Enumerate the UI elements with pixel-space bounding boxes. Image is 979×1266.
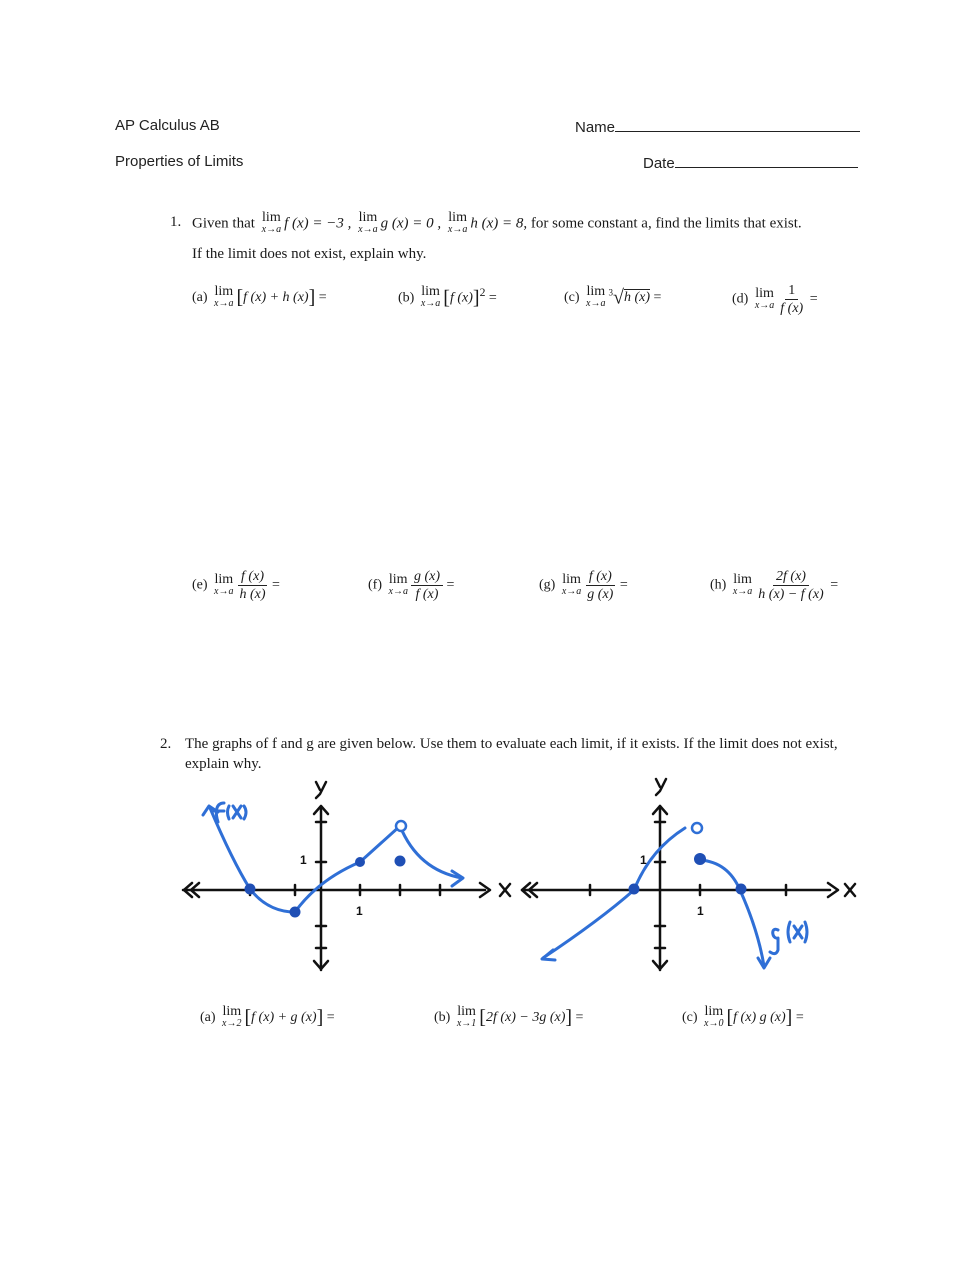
- f-curve-left: [210, 808, 295, 912]
- q1-part-b: (b) lim x→a [f (x)]$^2$ =: [398, 284, 497, 310]
- g-curve-right: [700, 860, 764, 966]
- q2-number: 2.: [160, 736, 172, 752]
- lim-g: lim x→a: [358, 210, 378, 235]
- q1-given: Given that: [192, 215, 255, 232]
- cond-f: f (x) = −3 ,: [284, 215, 352, 232]
- q1-text-after: , for some constant a, find the limits that exist.: [523, 215, 802, 232]
- course-title: AP Calculus AB: [115, 117, 220, 134]
- f-tick-one-x: 1: [356, 904, 363, 918]
- f-x-label: [500, 884, 510, 896]
- q1-part-a: (a) lim x→a [f (x) + h (x)] =: [192, 284, 327, 309]
- q1-part-c: (c) lim x→a $^3$√h (x) =: [564, 284, 662, 309]
- f-point-neg-x-intercept: [245, 884, 256, 895]
- g-point-right-intercept: [736, 884, 747, 895]
- g-tick-one-x: 1: [697, 904, 704, 918]
- f-point-min: [290, 907, 301, 918]
- g-label-text: [770, 922, 807, 954]
- q1-part-g: (g) lim x→a $\frac{f (x)}{g (x)}$ =: [539, 569, 628, 602]
- lim-h: lim x→a: [447, 210, 468, 235]
- q1-part-h: (h) lim x→a $\frac{2f (x)}{h (x) - f (x)}$ =: [710, 569, 839, 602]
- f-tick-one-y: 1: [300, 853, 307, 867]
- g-x-label: [845, 884, 855, 896]
- f-curve-rise: [295, 826, 400, 912]
- f-point-filled-isolated: [395, 856, 406, 867]
- q1-part-d: (d) lim x→a $\frac{1}{f (x)}$ =: [732, 283, 818, 316]
- g-tick-one-y: 1: [640, 853, 647, 867]
- name-label: Name: [575, 119, 616, 136]
- g-point-open: [692, 823, 702, 833]
- q1-part-e: (e) lim x→a $\frac{f (x)}{h (x)}$ =: [192, 569, 280, 602]
- f-ticks: [250, 822, 440, 948]
- g-y-label: [656, 779, 666, 795]
- lim-f: lim x→a: [261, 210, 282, 235]
- q1-number: 1.: [170, 214, 182, 230]
- q2-part-b: (b) lim x→1 [2f (x) − 3g (x)] =: [434, 1004, 584, 1029]
- f-y-label: [316, 782, 326, 798]
- g-point-filled: [694, 853, 706, 865]
- q1-line2: If the limit does not exist, explain why.: [192, 246, 427, 262]
- q2-statement: The graphs of f and g are given below. Use them to evaluate each limit, if it exists. If the limit does not exist, explain why.: [185, 736, 838, 772]
- g-curve-left: [543, 828, 685, 958]
- cond-h: h (x) = 8: [470, 215, 524, 232]
- q1-part-f: (f) lim x→a $\frac{g (x)}{f (x)}$ =: [368, 569, 455, 602]
- g-start-arrow: [542, 950, 555, 960]
- q2-part-a: (a) lim x→2 [f (x) + g (x)] =: [200, 1004, 335, 1029]
- f-point-on-curve: [355, 857, 365, 867]
- worksheet-topic: Properties of Limits: [115, 153, 244, 170]
- date-label: Date: [643, 155, 675, 172]
- q2-part-c: (c) lim x→0 [f (x) g (x)] =: [682, 1004, 804, 1029]
- f-point-open: [396, 821, 406, 831]
- cond-g: g (x) = 0 ,: [380, 215, 442, 232]
- g-point-x-intercept: [629, 884, 640, 895]
- f-label-text: [214, 803, 246, 822]
